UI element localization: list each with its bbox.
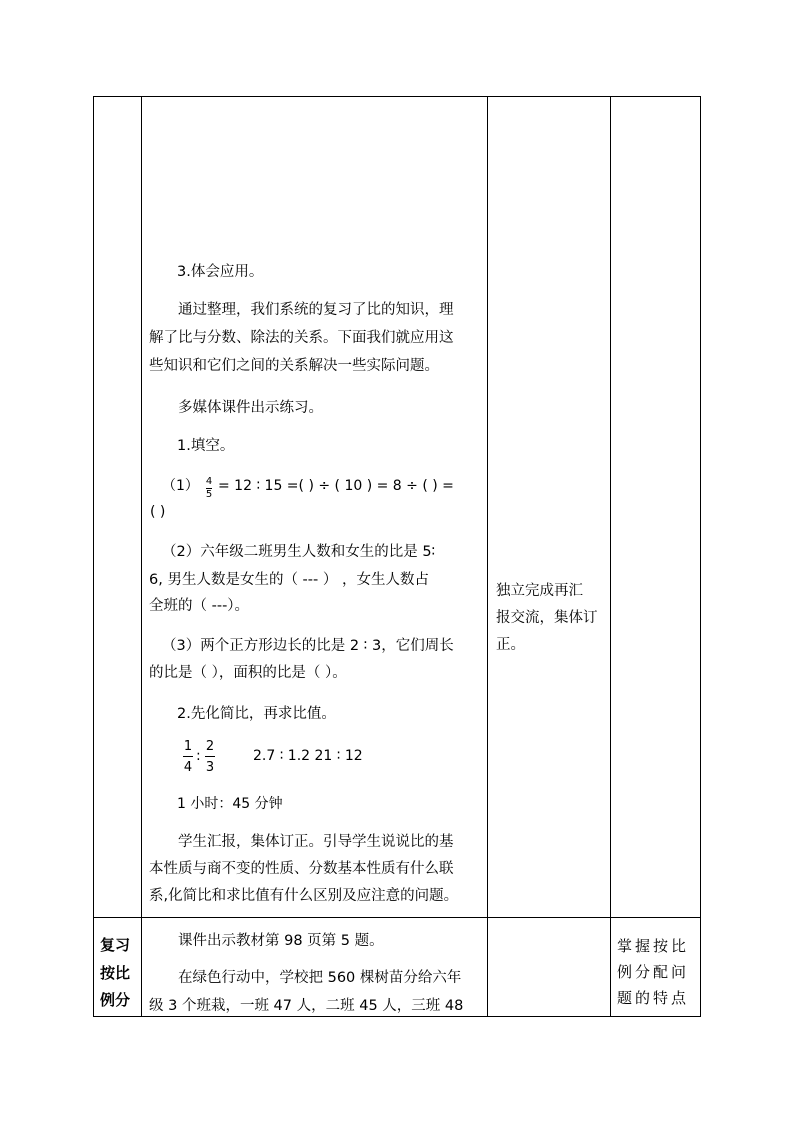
section-label-line-1: 复习 (100, 936, 131, 954)
q2-items: 2.7 ∶ 1.2 21 ∶ 12 (253, 748, 363, 764)
section-line-2: 在绿色行动中，学校把 560 棵树苗分给六年 (178, 970, 462, 986)
student-activity-line-2: 报交流，集体订 (496, 610, 598, 626)
q1-2-line-1: （2）六年级二班男生人数和女生的比是 5∶ (162, 544, 436, 560)
section-line-3: 级 3 个班栽，一班 47 人，二班 45 人，三班 48 (149, 998, 464, 1014)
objective-line-3: 题的特点 (617, 989, 690, 1007)
objective-line-2: 例分配问 (617, 963, 690, 981)
q1-1-fraction-numerator: 4 (205, 476, 213, 487)
row-divider (94, 917, 700, 918)
section-label-line-3: 例分 (100, 991, 131, 1009)
objective-line-1: 掌握按比 (617, 937, 690, 955)
question-1-title: 1.填空。 (177, 438, 235, 454)
report-line-3: 系,化简比和求比值有什么区别及应注意的问题。 (149, 888, 459, 904)
q2-fraction-1-numerator: 1 (183, 739, 193, 754)
q2-fraction-2-numerator: 2 (205, 739, 215, 754)
q1-1-equation-line-2: ( ) (150, 504, 166, 520)
q1-3-line-2: 的比是（ ），面积的比是（ ）。 (149, 665, 347, 681)
student-activity-line-3: 正。 (496, 637, 525, 653)
q1-2-line-2: 6, 男生人数是女生的（ --- ） ，女生人数占 (149, 572, 429, 588)
q2-fraction-1-denominator: 4 (183, 760, 193, 775)
column-divider-3 (610, 97, 611, 1016)
q1-2-line-3: 全班的（ ---）。 (149, 598, 250, 614)
question-2-title: 2.先化简比，再求比值。 (177, 706, 336, 722)
column-divider-2 (487, 97, 488, 1016)
intro-line-3: 些知识和它们之间的关系解决一些实际问题。 (149, 358, 439, 374)
show-exercise: 多媒体课件出示练习。 (178, 400, 323, 416)
column-divider-1 (141, 97, 142, 1016)
q1-1-fraction-denominator: 5 (205, 489, 213, 500)
heading-apply: 3.体会应用。 (177, 264, 264, 280)
q2-fraction-1-bar (183, 756, 193, 757)
report-line-2: 本性质与商不变的性质、分数基本性质有什么联 (149, 861, 454, 877)
intro-line-1: 通过整理，我们系统的复习了比的知识，理 (178, 302, 454, 318)
q1-1-prefix: （1） (162, 478, 199, 494)
report-line-1: 学生汇报，集体订正。引导学生说说比的基 (178, 834, 454, 850)
intro-line-2: 解了比与分数、除法的关系。下面我们就应用这 (149, 330, 454, 346)
q2-fraction-2-denominator: 3 (205, 760, 215, 775)
q2-fraction-2-bar (205, 756, 215, 757)
q2-colon: : (196, 748, 201, 764)
student-activity-line-1: 独立完成再汇 (496, 583, 583, 599)
q1-3-line-1: （3）两个正方形边长的比是 2 ∶ 3，它们周长 (162, 638, 454, 654)
section-label-line-2: 按比 (100, 964, 131, 982)
q1-1-equation: = 12 ∶ 15 =( ) ÷ ( 10 ) = 8 ÷ ( ) = (218, 478, 454, 494)
section-line-1: 课件出示教材第 98 页第 5 题。 (178, 933, 384, 949)
q2-time: 1 小时：45 分钟 (177, 796, 283, 812)
